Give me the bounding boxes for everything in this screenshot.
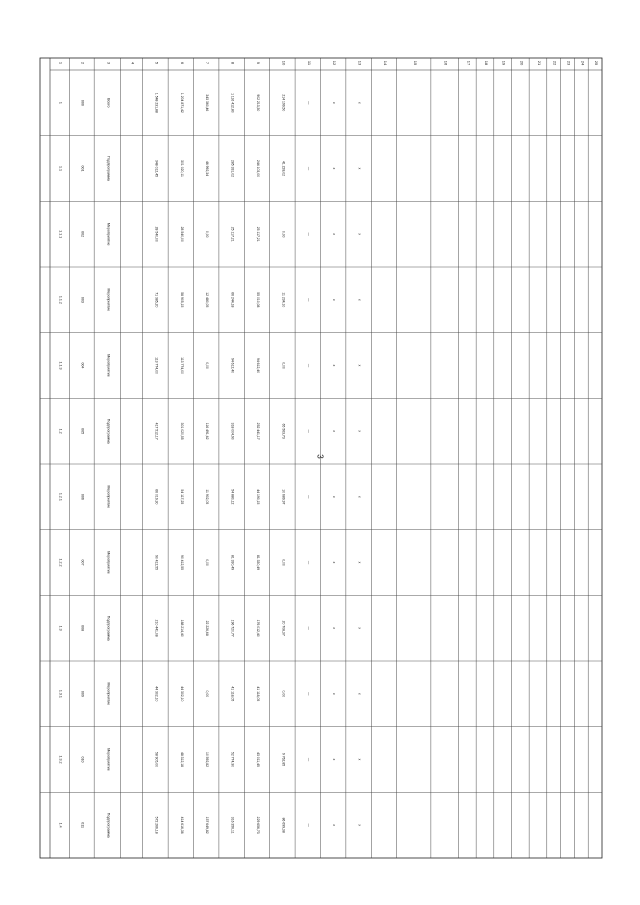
table-cell: 41 228,02 bbox=[281, 160, 286, 177]
table-cell: 10 592,82 bbox=[205, 751, 210, 768]
row-code: 011 bbox=[80, 822, 85, 829]
row-number: 1.1.1 bbox=[58, 230, 63, 239]
table-cell: 94 612,40 bbox=[230, 357, 235, 374]
row-number: 1.3 bbox=[58, 625, 63, 631]
column-number-label: 24 bbox=[580, 60, 586, 66]
table-cell: 86 699,38 bbox=[281, 817, 286, 833]
table-cell: 55 010,08 bbox=[256, 292, 260, 308]
column-number-label: 12 bbox=[332, 60, 338, 66]
table-cell: — bbox=[306, 757, 311, 762]
column-number-label: 16 bbox=[443, 60, 449, 66]
table-cell: 318 004,90 bbox=[230, 422, 235, 440]
column-number-label: 9 bbox=[256, 61, 261, 65]
table-cell: — bbox=[306, 626, 311, 630]
table-cell: 1 548 231,88 bbox=[154, 92, 159, 113]
row-number: 1.1.3 bbox=[58, 361, 63, 370]
column-number-label: 14 bbox=[382, 60, 388, 66]
column-number-label: 22 bbox=[552, 60, 558, 66]
table-cell: 414 616,36 bbox=[179, 816, 184, 834]
table-cell: — bbox=[306, 429, 311, 433]
table-cell: 90 412,55 bbox=[154, 554, 159, 571]
row-number: 1.2.1 bbox=[58, 492, 63, 501]
table-cell: 188 214,40 bbox=[179, 619, 184, 637]
table-cell: x bbox=[332, 101, 337, 104]
table-cell: x bbox=[332, 364, 337, 367]
row-label: Мероприятие bbox=[106, 485, 111, 509]
table-cell: 66 244,18 bbox=[230, 292, 235, 308]
row-code: 000 bbox=[80, 99, 85, 106]
table-cell: 0,00 bbox=[205, 230, 210, 238]
table-cell: 10 689,97 bbox=[281, 489, 286, 505]
table-cell: 11 234,10 bbox=[281, 292, 286, 308]
table-cell: — bbox=[306, 298, 311, 302]
table-cell: x bbox=[357, 758, 362, 761]
column-number-label: 1 bbox=[58, 61, 64, 65]
table-cell: x bbox=[357, 233, 362, 236]
row-number: 1.4 bbox=[58, 822, 63, 828]
table-cell: x bbox=[332, 692, 337, 695]
table-cell: 113 774,00 bbox=[179, 357, 184, 374]
table-cell: — bbox=[306, 363, 311, 368]
row-code: 010 bbox=[80, 756, 85, 763]
row-label: Подпрограмма bbox=[106, 615, 111, 641]
row-number: 1.2.2 bbox=[58, 558, 63, 567]
table-cell: 116 491,62 bbox=[205, 422, 210, 440]
table-frame bbox=[40, 58, 602, 858]
table-cell: x bbox=[332, 298, 337, 301]
table-cell: x bbox=[332, 233, 337, 236]
table-cell: 20 708,37 bbox=[281, 620, 286, 636]
table-cell: x bbox=[357, 101, 362, 104]
row-code: 006 bbox=[80, 493, 85, 500]
table-cell: 41 118,05 bbox=[230, 686, 235, 702]
table-cell: 214 199,50 bbox=[281, 94, 286, 112]
table-cell: — bbox=[306, 101, 311, 105]
table-cell: x bbox=[357, 561, 362, 564]
table-cell: 1 116 412,80 bbox=[230, 93, 235, 113]
table-cell: 44 190,15 bbox=[256, 489, 260, 505]
table-cell: 81 330,49 bbox=[230, 554, 235, 571]
table-cell: 348 012,45 bbox=[154, 160, 159, 177]
table-cell: 0,00 bbox=[281, 230, 286, 238]
table-cell: 210 441,08 bbox=[154, 619, 159, 637]
table-cell: 65 563,73 bbox=[281, 423, 286, 439]
row-label: Мероприятие bbox=[106, 288, 111, 312]
row-code: 003 bbox=[80, 296, 85, 303]
column-number-label: 5 bbox=[154, 61, 160, 65]
table-cell: 285 331,02 bbox=[230, 160, 235, 177]
table-cell: 71 385,20 bbox=[154, 292, 159, 308]
row-code: 008 bbox=[80, 625, 85, 632]
row-number: 1.3.2 bbox=[58, 755, 63, 764]
table-cell: 44 302,10 bbox=[179, 686, 184, 702]
table-cell: 58 905,00 bbox=[154, 751, 159, 768]
table-cell: 25 117,21 bbox=[256, 226, 260, 242]
table-cell: x bbox=[332, 824, 337, 827]
row-code: 004 bbox=[80, 362, 85, 369]
row-label: Мероприятие bbox=[106, 682, 111, 706]
column-number-label: 23 bbox=[566, 60, 572, 66]
table-cell: x bbox=[357, 364, 362, 367]
table-cell: 301 020,11 bbox=[179, 160, 184, 177]
table-cell: 11 902,05 bbox=[205, 489, 210, 505]
table-cell: x bbox=[332, 758, 337, 761]
table-cell: x bbox=[332, 167, 337, 170]
table-cell: 58 905,15 bbox=[179, 292, 184, 308]
table-cell: x bbox=[357, 298, 362, 301]
column-number-label: 20 bbox=[519, 60, 525, 66]
table-cell: x bbox=[357, 430, 362, 433]
table-cell: 9 762,85 bbox=[281, 752, 286, 767]
table-cell: x bbox=[357, 627, 362, 630]
table-cell: 90 412,55 bbox=[179, 554, 184, 571]
table-cell: 43 011,45 bbox=[256, 752, 260, 767]
column-number-label: 6 bbox=[179, 61, 185, 65]
table-cell: 66 019,30 bbox=[154, 489, 159, 505]
table-cell: 44 302,10 bbox=[154, 686, 159, 702]
column-number-label: 18 bbox=[483, 60, 489, 66]
table-cell: 0,00 bbox=[205, 362, 210, 369]
table-cell: 48 312,18 bbox=[179, 751, 184, 768]
row-label: Мероприятие bbox=[106, 551, 111, 574]
table-cell: 176 012,40 bbox=[256, 619, 260, 637]
column-number-label: 11 bbox=[306, 60, 312, 66]
column-number-label: 25 bbox=[594, 60, 600, 66]
table-cell: — bbox=[306, 560, 311, 565]
row-label: Мероприятие bbox=[106, 222, 111, 246]
table-cell: 52 774,30 bbox=[230, 751, 235, 768]
table-cell: 25 117,21 bbox=[230, 226, 235, 242]
row-code: 007 bbox=[80, 559, 85, 566]
table-cell: 157 649,82 bbox=[205, 816, 210, 834]
table-cell: 22 226,68 bbox=[205, 620, 210, 636]
column-number-label: 17 bbox=[466, 60, 472, 66]
table-cell: — bbox=[306, 495, 311, 499]
row-code: 005 bbox=[80, 428, 85, 435]
table-cell: 0,00 bbox=[281, 690, 286, 698]
table-cell: 343 360,46 bbox=[205, 94, 210, 112]
column-number-label: 19 bbox=[501, 60, 507, 66]
column-number-label: 10 bbox=[281, 60, 287, 66]
row-label: Всего bbox=[106, 98, 111, 108]
row-number: 1.1.2 bbox=[58, 295, 63, 304]
table-cell: 54 880,12 bbox=[230, 489, 235, 505]
table-cell: x bbox=[332, 561, 337, 564]
table-cell: 12 480,05 bbox=[205, 292, 210, 308]
table-cell: 0,00 bbox=[205, 559, 210, 566]
row-label: Подпрограмма bbox=[106, 418, 111, 444]
table-cell: 244 103,00 bbox=[256, 160, 260, 177]
table-cell: x bbox=[357, 824, 362, 827]
table-cell: — bbox=[306, 232, 311, 236]
table-cell: 81 330,49 bbox=[256, 554, 260, 571]
page-number: 3 bbox=[315, 454, 325, 459]
table-cell: 28 540,00 bbox=[154, 226, 159, 242]
column-number-label: 3 bbox=[106, 61, 112, 65]
column-number-label: 15 bbox=[412, 60, 418, 66]
table-cell: x bbox=[357, 692, 362, 695]
row-number: 1.1 bbox=[58, 166, 63, 171]
table-cell: 417 512,17 bbox=[154, 422, 159, 440]
table-cell: x bbox=[332, 430, 337, 433]
table-cell: — bbox=[306, 166, 311, 171]
table-cell: 54 117,25 bbox=[179, 489, 184, 505]
table-cell: x bbox=[332, 495, 337, 498]
table-cell: 46 992,34 bbox=[205, 160, 210, 177]
column-number-label: 8 bbox=[230, 61, 236, 65]
table-cell: 229 656,73 bbox=[256, 816, 260, 834]
row-label: Подпрограмма bbox=[106, 812, 111, 838]
table-cell: x bbox=[357, 167, 362, 170]
data-table bbox=[40, 58, 602, 858]
table-cell: 0,00 bbox=[281, 559, 286, 566]
row-number: 1 bbox=[58, 101, 63, 104]
row-label: Мероприятие bbox=[106, 354, 111, 377]
table-cell: 0,00 bbox=[205, 690, 210, 698]
row-number: 1.2 bbox=[58, 428, 63, 434]
table-cell: 196 720,77 bbox=[230, 619, 235, 637]
table-cell: x bbox=[357, 495, 362, 498]
row-code: 002 bbox=[80, 231, 85, 238]
table-cell: 1 204 871,42 bbox=[179, 92, 184, 113]
table-cell: — bbox=[306, 823, 311, 827]
table-cell: 0,00 bbox=[281, 362, 286, 369]
row-label: Подпрограмма bbox=[106, 156, 111, 181]
table-cell: 41 118,05 bbox=[256, 686, 260, 702]
column-number-label: 7 bbox=[205, 61, 211, 65]
table-cell: 902 213,30 bbox=[256, 94, 260, 112]
table-cell: 301 020,55 bbox=[179, 422, 184, 440]
row-label: Мероприятие bbox=[106, 748, 111, 771]
column-number-label: 13 bbox=[357, 60, 363, 66]
table-cell: 252 441,17 bbox=[256, 422, 260, 440]
column-number-label: 21 bbox=[536, 60, 542, 66]
table-cell: 94 612,40 bbox=[256, 357, 260, 374]
table-cell: 572 266,18 bbox=[154, 816, 159, 834]
table-cell: 28 540,00 bbox=[179, 226, 184, 242]
table-cell: — bbox=[306, 692, 311, 696]
row-code: 009 bbox=[80, 690, 85, 697]
row-number: 1.3.1 bbox=[58, 689, 63, 698]
table-cell: 113 774,00 bbox=[154, 357, 159, 374]
row-code: 001 bbox=[80, 165, 85, 172]
column-number-label: 4 bbox=[130, 61, 136, 65]
table-cell: 316 356,11 bbox=[230, 816, 235, 834]
column-number-label: 2 bbox=[80, 61, 86, 65]
table-cell: x bbox=[332, 627, 337, 630]
